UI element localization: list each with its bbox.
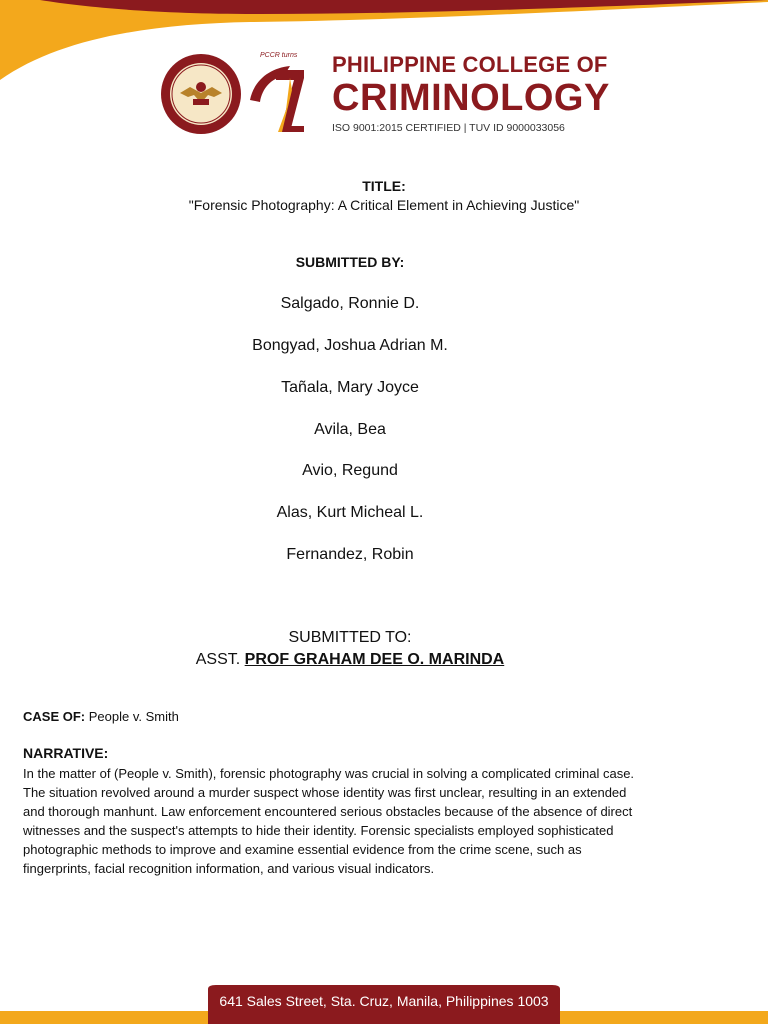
college-seal-icon: [160, 53, 242, 135]
submitted-by-label: SUBMITTED BY:: [295, 254, 405, 270]
college-brand: [332, 52, 632, 134]
narrative-line: and thorough manhunt. Law enforcement encountered serious obstacles because of the absence of direct: [23, 804, 633, 819]
submitter-name: Fernandez, Robin: [286, 546, 414, 563]
submitter-name: Bongyad, Joshua Adrian M.: [252, 337, 448, 354]
submitter-name: Alas, Kurt Micheal L.: [276, 504, 424, 521]
submitter-name: Salgado, Ronnie D.: [280, 295, 420, 312]
submitter-name: Avila, Bea: [314, 421, 386, 438]
submitted-to-prefix: ASST.: [195, 651, 241, 668]
footer-address: 641 Sales Street, Sta. Cruz, Manila, Philippines 1003: [219, 993, 549, 1009]
narrative-line: fingerprints, facial recognition information, and various visual indicators.: [23, 861, 435, 876]
submitted-to-label: SUBMITTED TO:: [288, 629, 412, 646]
college-name-line2: CRIMINOLOGY: [332, 77, 610, 119]
submitted-to-line: [0, 651, 700, 669]
title-label: TITLE:: [362, 178, 406, 194]
case-label: CASE OF:: [23, 709, 86, 724]
anniversary-label: PCCR turns: [260, 52, 298, 59]
college-name-line1: PHILIPPINE COLLEGE OF: [332, 52, 608, 77]
case-line: [23, 709, 179, 724]
case-value: People v. Smith: [88, 709, 179, 724]
narrative-line: The situation revolved around a murder suspect whose identity was first unclear, resulting in an extended: [23, 785, 627, 800]
narrative-label: NARRATIVE:: [23, 745, 109, 761]
narrative-line: photographic methods to improve and examine essential evidence from the crime scene, such as: [23, 842, 582, 857]
submitted-to-name: PROF GRAHAM DEE O. MARINDA: [244, 651, 505, 668]
title-text: "Forensic Photography: A Critical Element in Achieving Justice": [188, 197, 580, 213]
header-logo-row: [160, 50, 620, 140]
submitter-name: Tañala, Mary Joyce: [281, 379, 419, 396]
pccr-71-anniversary-icon: [246, 50, 308, 136]
narrative-text: [23, 764, 683, 878]
narrative-line: In the matter of (People v. Smith), forensic photography was crucial in solving a complicated criminal case.: [23, 766, 635, 781]
certification-text: ISO 9001:2015 CERTIFIED | TUV ID 9000033056: [332, 122, 565, 134]
submitter-name: Avio, Regund: [302, 462, 398, 479]
narrative-line: witnesses and the suspect's attempts to hide their identity. Forensic specialists employed sophisticated: [23, 823, 614, 838]
